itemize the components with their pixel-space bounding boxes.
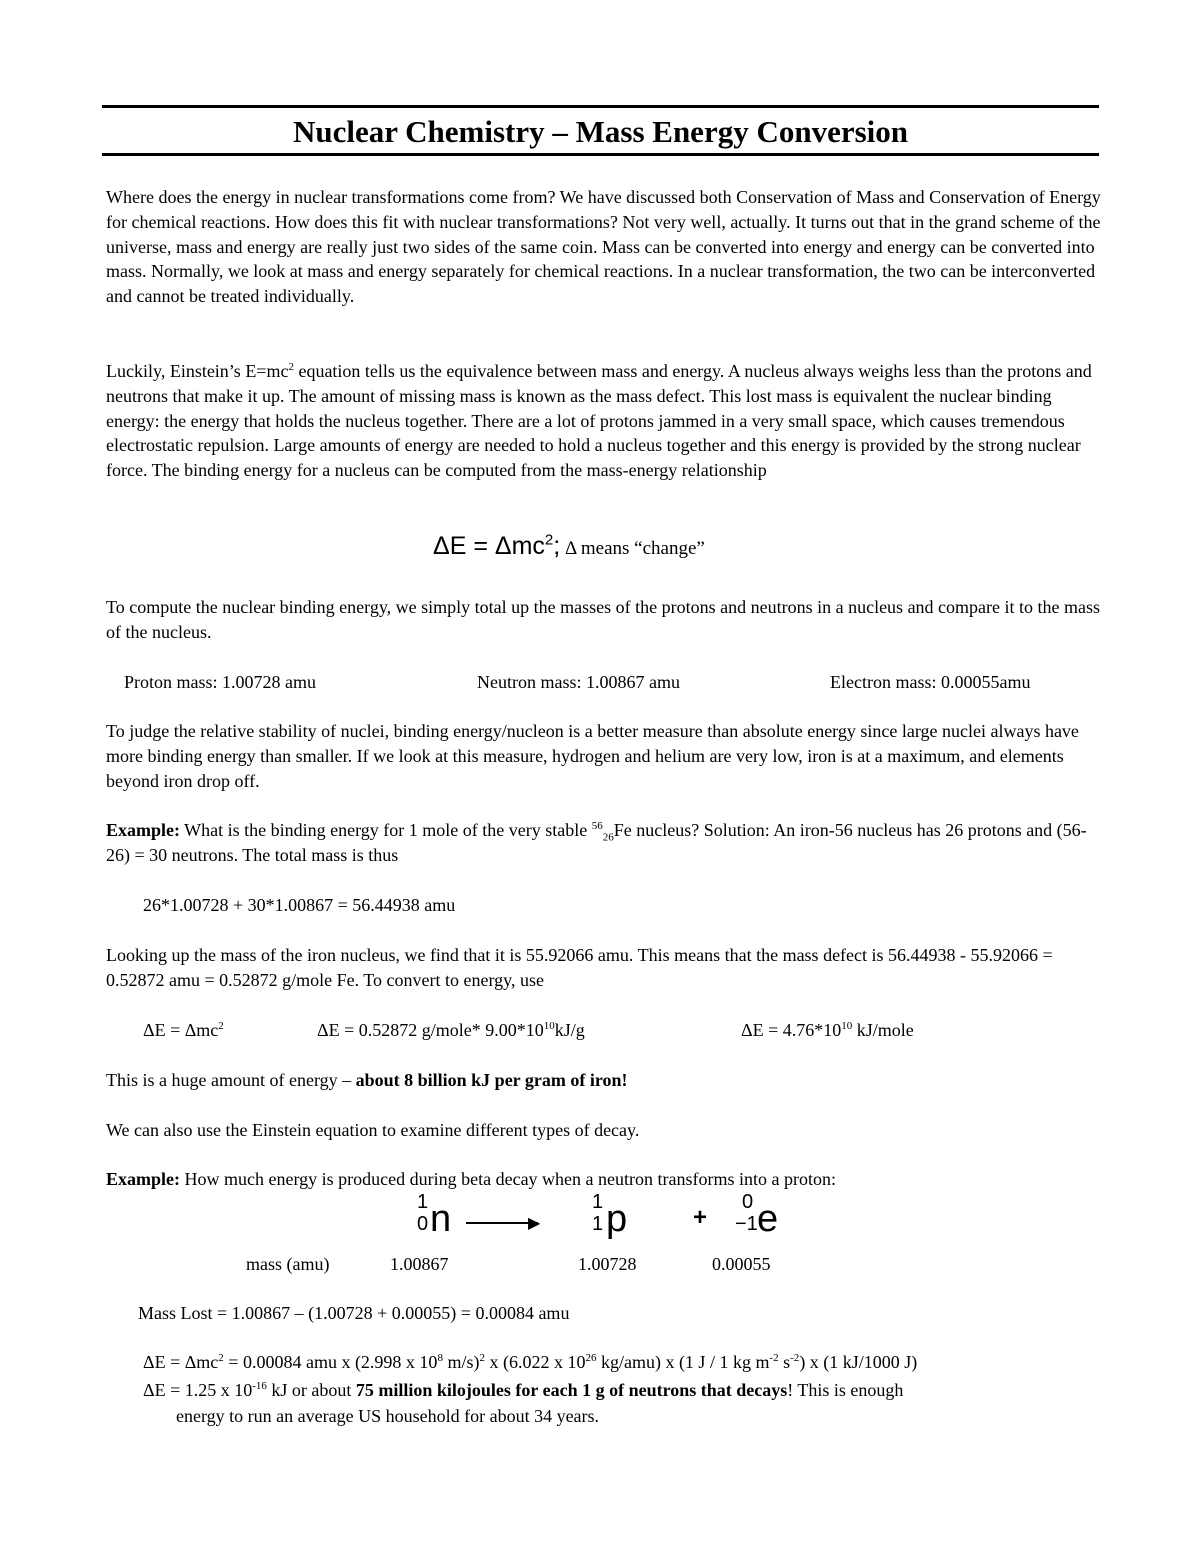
mass-lost: Mass Lost = 1.00867 – (1.00728 + 0.00055) = 0.00084 amu: [138, 1303, 570, 1323]
energy-eq-3: $\Delta E = 4.76*10^{10}$ kJ/mole: [741, 1020, 914, 1040]
mass-neutron: 1.00867: [390, 1254, 449, 1274]
mass-label: mass (amu): [246, 1254, 330, 1274]
title-top-rule: [102, 105, 1099, 108]
intro-paragraph: Where does the energy in nuclear transformations come from? We have discussed both Conservation of Mass and Conservation of Energy for chemical reactions. How does this fit with nuclear transformations? Not very well, actually. It turns out that in the grand scheme of the universe, mass and energy are really just two sides of the same coin. Mass can be converted into energy and energy can be converted into mass. Normally, we look at mass and energy separately for chemical reactions. In a nuclear transformation, the two can be interconverted and cannot be treated individually.: [106, 187, 1101, 307]
electron-mass: Electron mass: 0.00055amu: [830, 672, 1031, 692]
page-title: Nuclear Chemistry – Mass Energy Conversion: [292, 114, 909, 149]
example1-paragraph: Example: What is the binding energy for 1 mole of the very stable $^{56}_{26}$Fe nucleus? Solution: An iron-56 nucleus has 26 protons and (56-26) = 30 neutrons. The total mass is thus: [106, 820, 1087, 865]
household-note: energy to run an average US household for about 34 years.: [176, 1406, 600, 1426]
mass-electron: 0.00055: [712, 1254, 771, 1274]
einstein-paragraph: Luckily, Einstein’s $E=mc^2$ equation tells us the equivalence between mass and energy. A nucleus always weighs less than the protons and neutrons that make it up. The amount of missing mass is known as the mass defect. This lost mass is equivalent the nuclear binding energy: the energy that holds the nucleus together. There are a lot of protons jammed in a very small space, which causes tremendous electrostatic repulsion. Large amounts of energy are needed to hold a nucleus together and this energy is provided by the strong nuclear force. The binding energy for a nucleus can be computed from the mass-energy relationship: [106, 361, 1092, 481]
decay-intro: We can also use the Einstein equation to examine different types of decay.: [106, 1120, 640, 1140]
proton-mass: Proton mass: 1.00728 amu: [124, 672, 316, 692]
lookup-paragraph: Looking up the mass of the iron nucleus, we find that it is 55.92066 amu. This means that the mass defect is 56.44938 - 55.92066 = 0.52872 amu = 0.52872 g/mole Fe. To convert to energy, use: [106, 945, 1053, 990]
beta-energy-calc: ΔE = Δmc$^2$ = 0.00084 amu x (2.998 x $10^8$ m/s)$^2$ x (6.022 x $10^{26}$ kg/amu) x (1 J / 1 kg $m^{-2}$ $s^{-2}$) x (1 kJ/1000 J): [143, 1352, 918, 1372]
stability-paragraph: To judge the relative stability of nuclei, binding energy/nucleon is a better measure than absolute energy since large nuclei always have more binding energy than smaller. If we look at this measure, hydrogen and helium are very low, iron is at a maximum, and elements beyond iron drop off.: [106, 721, 1079, 791]
arrow-head-icon: ▶: [528, 1213, 541, 1232]
mass-proton: 1.00728: [578, 1254, 637, 1274]
main-equation: ΔE = Δmc$^2$; Δ means “change”: [433, 531, 705, 560]
energy-eq-1: ΔE = Δmc$^2$: [143, 1020, 224, 1040]
neutron-mass: Neutron mass: 1.00867 amu: [477, 672, 680, 692]
total-mass-calc: 26*1.00728 + 30*1.00867 = 56.44938 amu: [143, 895, 456, 915]
huge-energy-note: This is a huge amount of energy – about 8 billion kJ per gram of iron!: [106, 1070, 628, 1090]
energy-eq-2: ΔE = 0.52872 g/mole* $9.00*10^{10}kJ/g$: [317, 1020, 585, 1040]
title-bottom-rule: [102, 153, 1099, 156]
compute-paragraph: To compute the nuclear binding energy, we simply total up the masses of the protons and neutrons in a nucleus and compare it to the mass of the nucleus.: [106, 597, 1101, 642]
document-page: Nuclear Chemistry – Mass Energy Conversion Where does the energy in nuclear transformations come from? We have discussed both Conservation of Mass and Conservation of Energy for chemical reactions. How does this fit with nuclear transformations? Not very well, actually. It turns out that in the grand scheme of the universe, mass and energy are really just two sides of the same coin. Mass can be converted into energy and energy can be converted into mass. Normally, we look at mass and energy separately for chemical reactions. In a nuclear transformation, the two can be interconverted and cannot be treated individually. Luckily, Einstein’s $E=mc^2$ equation tells us the equivalence between mass and energy. A nucleus always weighs less than the protons and neutrons that make it up. The amount of missing mass is known as the mass defect. This lost mass is equivalent the nuclear binding energy: the energy that holds the nucleus together. There are a lot of protons jammed in a very small space, which causes tremendous electrostatic repulsion. Large amounts of energy are needed to hold a nucleus together and this energy is provided by the strong nuclear force. The binding energy for a nucleus can be computed from the mass-energy relationship ΔE = Δmc$^2$; Δ means “change” To compute the nuclear binding energy, we simply total up the masses of the protons and neutrons in a nucleus and compare it to the mass of the nucleus. Proton mass: 1.00728 amu Neutron mass: 1.00867 amu Electron mass: 0.00055amu To judge the relative stability of nuclei, binding energy/nucleon is a better measure than absolute energy since large nuclei always have more binding energy than smaller. If we look at this measure, hydrogen and helium are very low, iron is at a maximum, and elements beyond iron drop off. Example: What is the binding energy for 1 mole of the very stable $^{56}_{26}$Fe nucleus? Solution: An iron-56 nucleus has 26 protons and (56-26) = 30 neutrons. The total mass is thus 26*1.00728 + 30*1.00867 = 56.44938 amu Looking up the mass of the iron nucleus, we find that it is 55.92066 amu. This means that the mass defect is 56.44938 - 55.92066 = 0.52872 amu = 0.52872 g/mole Fe. To convert to energy, use ΔE = Δmc$^2$ ΔE = 0.52872 g/mole* $9.00*10^{10}kJ/g$ $\Delta E = 4.76*10^{10}$ kJ/mole This is a huge amount of energy – about 8 billion kJ per gram of iron! We can also use the Einstein equation to examine different types of decay. Example: How much energy is produced during beta decay when a neutron transforms into a proton: 1 0 n ▶ 1 1 p + 0 −1 e mass (amu) 1.00867 1.00728 0.00055 Mass Lost = 1.00867 – (1.00728 + 0.00055) = 0.00084 amu ΔE = Δmc$^2$ = 0.00084 amu x (2.998 x $10^8$ m/s)$^2$ x (6.022 x $10^{26}$ kg/amu) x (1 J / 1 kg $m^{-2}$ $s^{-2}$) x (1 kJ/1000 J) ΔE = 1.25 x $10^{-16}$ kJ or about 75 million kilojoules for each 1 g of neutrons that decays! This is enough energy to run an average US household for about 34 years.: [0, 0, 1200, 1553]
reaction-plus: +: [693, 1204, 708, 1231]
beta-energy-result: ΔE = 1.25 x $10^{-16}$ kJ or about 75 million kilojoules for each 1 g of neutrons that decays! This is enough: [143, 1380, 904, 1400]
example2-question: Example: How much energy is produced during beta decay when a neutron transforms into a proton:: [106, 1169, 836, 1189]
